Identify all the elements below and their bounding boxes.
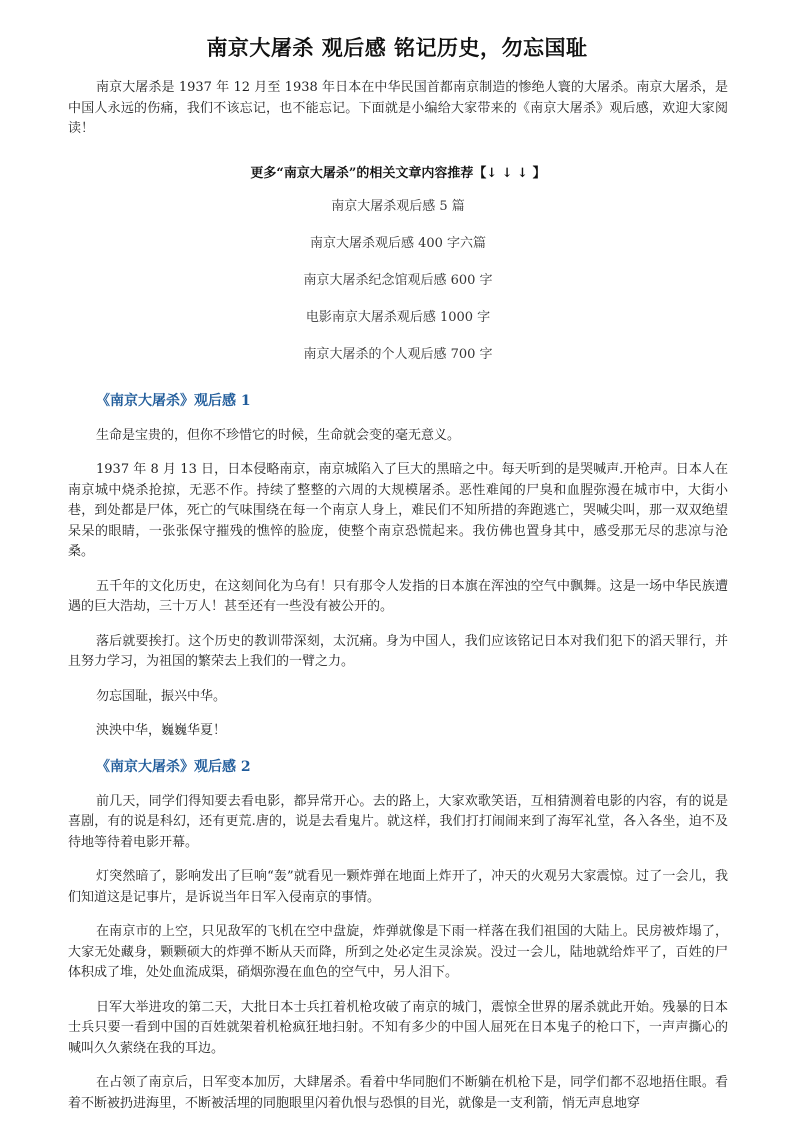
- recommend-item: [68, 310, 728, 347]
- recommend-item: [68, 347, 728, 384]
- recommend-link[interactable]: 南京大屠杀观后感 400 字六篇: [309, 235, 487, 251]
- recommend-link[interactable]: 电影南京大屠杀观后感 1000 字: [305, 309, 491, 325]
- section-heading-2: 《南京大屠杀》观后感 2: [96, 758, 251, 775]
- section-heading-1: 《南京大屠杀》观后感 1: [96, 392, 251, 409]
- section-1-paragraph: 泱泱中华，巍巍华夏！: [96, 723, 227, 738]
- recommend-heading: 更多“南京大屠杀”的相关文章内容推荐【↓ ↓ ↓ 】: [250, 165, 546, 181]
- section-1-paragraph: 勿忘国耻，振兴中华。: [96, 688, 227, 704]
- recommend-item: [68, 273, 728, 310]
- intro-paragraph: 南京大屠杀是 1937 年 12 月至 1938 年日本在中华民国首都南京制造的惨绝人寰的大屠杀。南京大屠杀，是中国人永远的伤痛，我们不该忘记，也不能忘记。下面就是小编给大家带来的《南京大屠杀》观后感，欢迎大家阅读！: [68, 80, 728, 136]
- recommend-item: [68, 236, 728, 273]
- recommend-list: [68, 199, 728, 384]
- section-2-paragraph: 日军大举进攻的第二天，大批日本士兵扛着机枪攻破了南京的城门，震惊全世界的屠杀就此开始。残暴的日本士兵只要一看到中国的百姓就架着机枪疯狂地扫射。不知有多少的中国人屈死在日本鬼子的枪口下，一声声撕心的喊叫久久萦绕在我的耳边。: [68, 999, 728, 1056]
- section-2-paragraph: 前几天，同学们得知要去看电影，都异常开心。去的路上，大家欢歌笑语，互相猜测着电影的内容，有的说是喜剧，有的说是科幻，还有更荒.唐的，说是去看鬼片。就这样，我们打打闹闹来到了海军礼堂，各入各坐，迫不及待地等待着电影开幕。: [68, 793, 728, 850]
- section-2-paragraph: 灯突然暗了，影响发出了巨响“轰”就看见一颗炸弹在地面上炸开了，冲天的火观另大家震惊。过了一会儿，我们知道这是记事片，是诉说当年日军入侵南京的事情。: [68, 869, 728, 905]
- section-2-paragraph: 在占领了南京后，日军变本加厉，大肆屠杀。看着中华同胞们不断躺在机枪下是，同学们都不忍地捂住眼。看着不断被扔进海里，不断被活埋的同胞眼里闪着仇恨与恐惧的目光，就像是一支利箭，悄无声息地穿: [68, 1075, 728, 1111]
- recommend-link[interactable]: 南京大屠杀纪念馆观后感 600 字: [303, 272, 493, 288]
- section-1-paragraph: 五千年的文化历史，在这刻间化为乌有！只有那令人发指的日本旗在浑浊的空气中飘舞。这是一场中华民族遭遇的巨大浩劫，三十万人！甚至还有一些没有被公开的。: [68, 578, 728, 614]
- page-title: 南京大屠杀 观后感 铭记历史，勿忘国耻: [206, 36, 588, 60]
- recommend-link[interactable]: 南京大屠杀的个人观后感 700 字: [303, 346, 493, 362]
- article-body: [68, 78, 728, 1123]
- recommend-item: [68, 199, 728, 236]
- section-2-paragraph: 在南京市的上空，只见敌军的飞机在空中盘旋，炸弹就像是下雨一样落在我们祖国的大陆上。民房被炸塌了，大家无处藏身，颗颗硕大的炸弹不断从天而降，所到之处必定生灵涂炭。没过一会儿，陆地就给炸平了，百姓的尸体积成了堆，处处血流成渠，硝烟弥漫在血色的空气中，另人泪下。: [68, 924, 728, 980]
- section-1-paragraph: 1937 年 8 月 13 日，日本侵略南京，南京城陷入了巨大的黑暗之中。每天听到的是哭喊声.开枪声。日本人在南京城中烧杀抢掠，无恶不作。持续了整整的六周的大规模屠杀。恶性难闻的尸臭和血腥弥漫在城市中，大街小巷，到处都是尸体，死亡的气味围绕在每一个南京人身上，难民们不知所措的奔跑逃亡，哭喊尖叫，那一双双绝望呆呆的眼睛，一张张保守摧残的憔悴的脸庞，使整个南京恐慌起来。我仿佛也置身其中，感受那无尽的悲凉与沧桑。: [68, 462, 728, 559]
- section-1-paragraph: 落后就要挨打。这个历史的教训带深刻，太沉痛。身为中国人，我们应该铭记日本对我们犯下的滔天罪行，并且努力学习，为祖国的繁荣去上我们的一臂之力。: [68, 633, 728, 669]
- section-1-paragraph: 生命是宝贵的，但你不珍惜它的时候，生命就会变的毫无意义。: [96, 427, 461, 443]
- recommend-link[interactable]: 南京大屠杀观后感 5 篇: [331, 198, 465, 214]
